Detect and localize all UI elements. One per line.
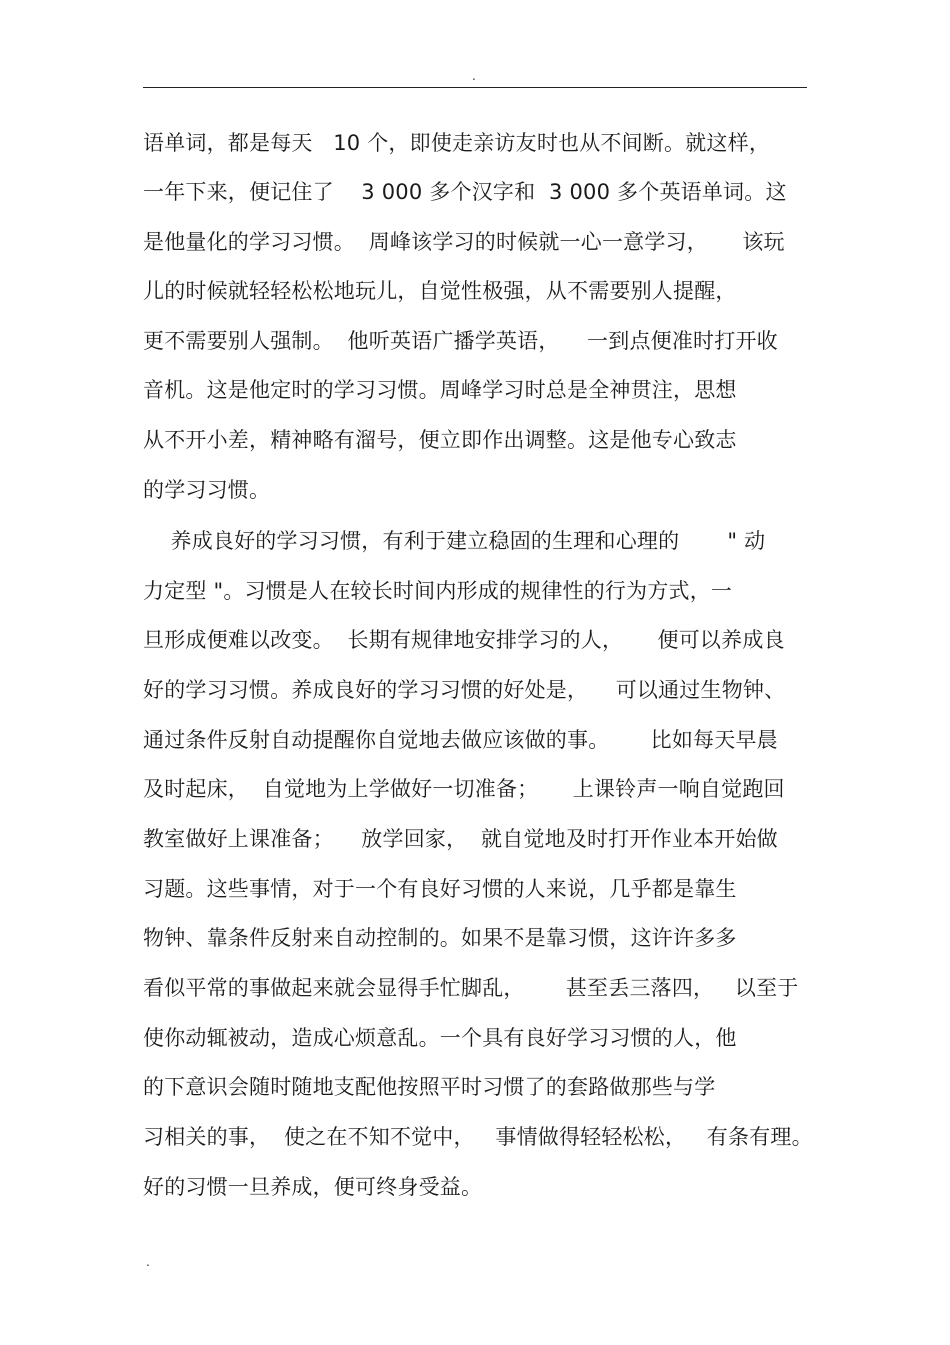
text-line: 习相关的事， 使之在不知不觉中， 事情做得轻轻松松， 有条有理。 (143, 1125, 813, 1149)
text-line: 好的习惯一旦养成，便可终身受益。 (143, 1175, 483, 1199)
text-line: 使你动辄被动，造成心烦意乱。一个具有良好学习习惯的人，他 (143, 1026, 737, 1050)
text-line: 一年下来，便记住了 3 000 多个汉字和 3 000 多个英语单词。这 (143, 180, 787, 204)
text-line: 通过条件反射自动提醒你自觉地去做应该做的事。 比如每天早晨 (143, 728, 778, 752)
header-divider (143, 87, 807, 88)
text-line: 教室做好上课准备； 放学回家， 就自觉地及时打开作业本开始做 (143, 827, 778, 851)
text-line: 养成良好的学习习惯，有利于建立稳固的生理和心理的 " 动 (143, 529, 766, 553)
header-mark: . (472, 69, 476, 83)
text-line: 及时起床， 自觉地为上学做好一切准备； 上课铃声一响自觉跑回 (143, 777, 785, 801)
text-line: 从不开小差，精神略有溜号，便立即作出调整。这是他专心致志 (143, 428, 737, 452)
text-line: 习题。这些事情，对于一个有良好习惯的人来说，几乎都是靠生 (143, 877, 737, 901)
text-line: 更不需要别人强制。 他听英语广播学英语， 一到点便准时打开收 (143, 329, 778, 353)
text-line: 儿的时候就轻轻松松地玩儿，自觉性极强，从不需要别人提醒， (143, 279, 737, 303)
text-line: 音机。这是他定时的学习习惯。周峰学习时总是全神贯注，思想 (143, 378, 737, 402)
text-line: 的下意识会随时随地支配他按照平时习惯了的套路做那些与学 (143, 1075, 716, 1099)
text-line: 是他量化的学习习惯。 周峰该学习的时候就一心一意学习， 该玩 (143, 230, 785, 254)
text-line: 的学习习惯。 (143, 478, 271, 502)
text-line: 语单词，都是每天 10 个，即使走亲访友时也从不间断。就这样， (143, 131, 771, 155)
text-line: 旦形成便难以改变。 长期有规律地安排学习的人， 便可以养成良 (143, 628, 785, 652)
text-line: 好的学习习惯。养成良好的学习习惯的好处是， 可以通过生物钟、 (143, 678, 786, 702)
footer-mark: . (146, 1255, 150, 1269)
text-line: 力定型 "。习惯是人在较长时间内形成的规律性的行为方式，一 (143, 579, 733, 603)
text-line: 物钟、靠条件反射来自动控制的。如果不是靠习惯，这许许多多 (143, 926, 737, 950)
text-line: 看似平常的事做起来就会显得手忙脚乱， 甚至丢三落四， 以至于 (143, 976, 799, 1000)
